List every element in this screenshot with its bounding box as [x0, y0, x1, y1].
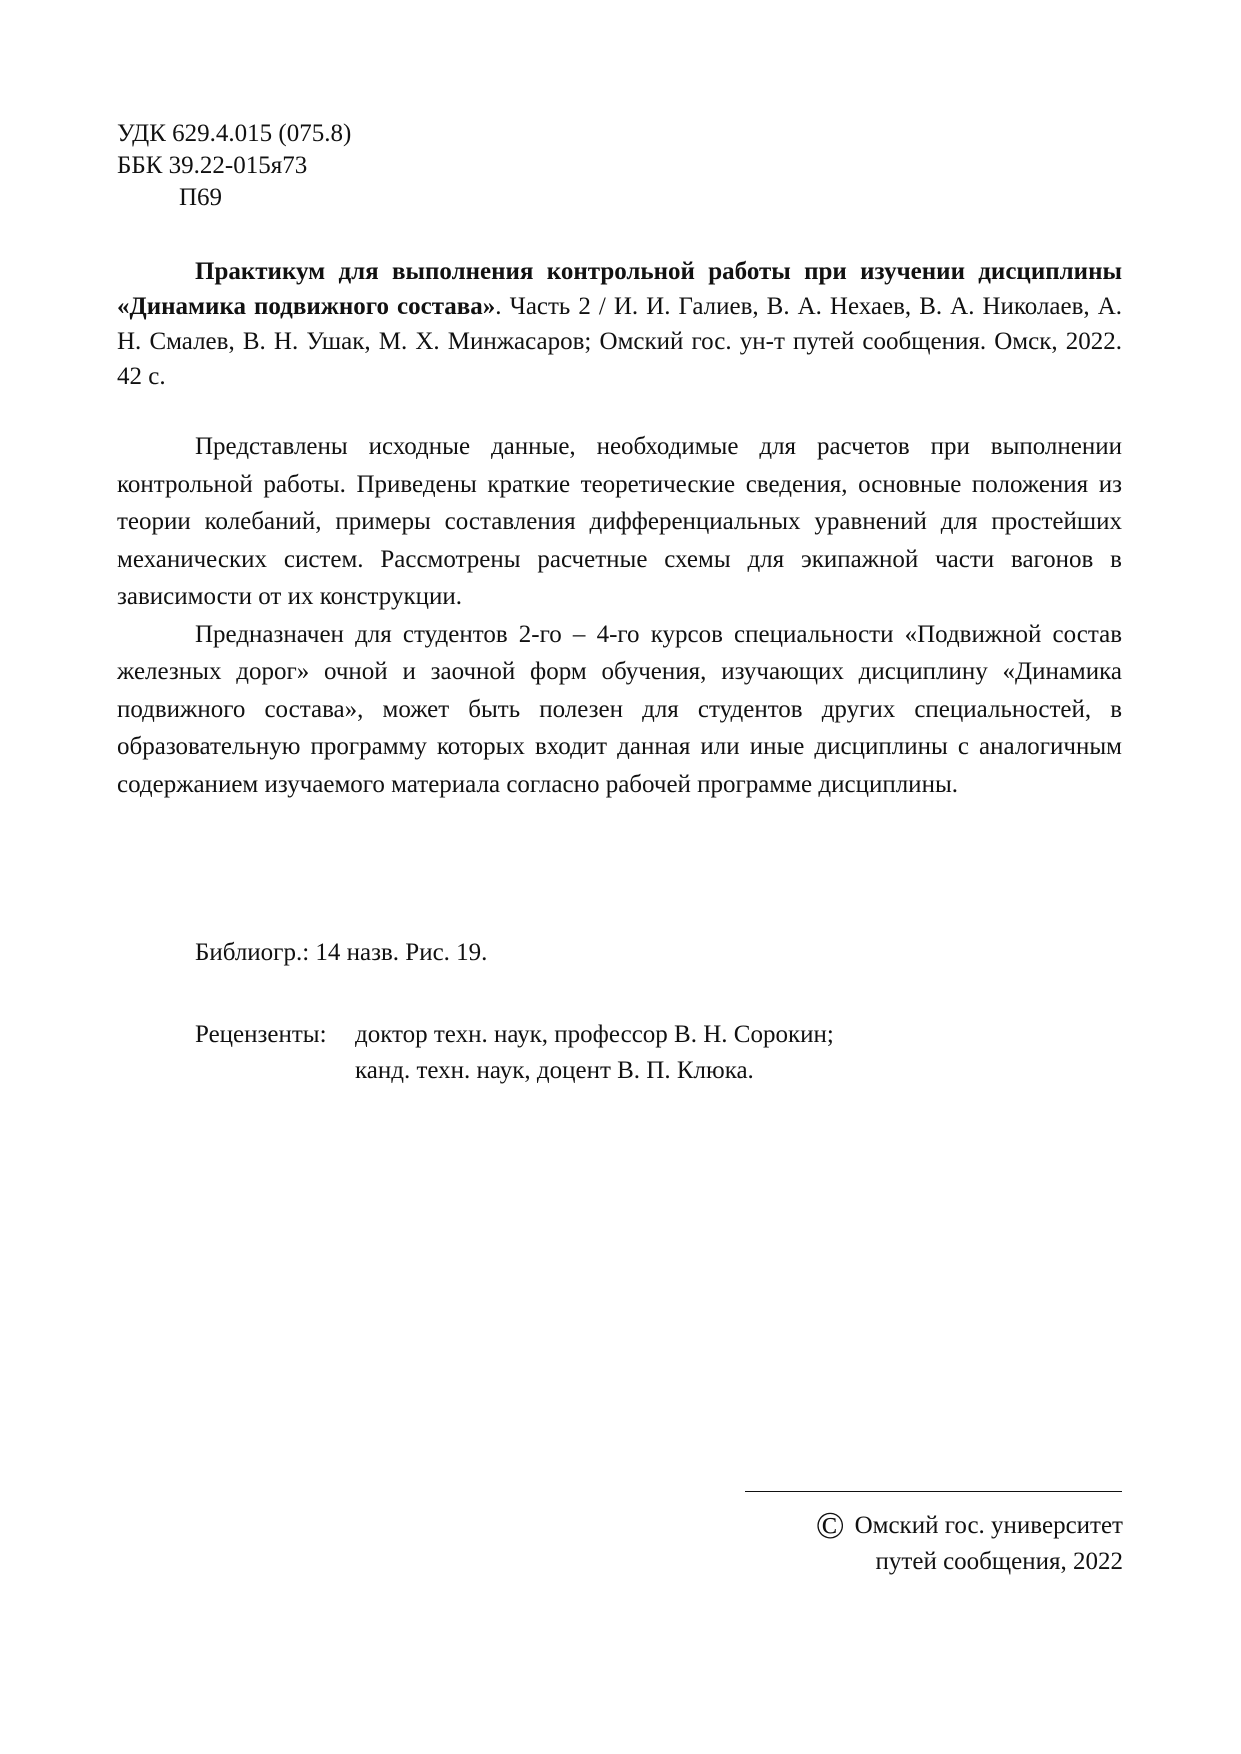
reviewers-list [355, 1017, 834, 1089]
annotation-paragraph-1: Представлены исходные данные, необходимые для расчетов при выполнении контрольной работы. Приведены краткие теоретические сведения, основные положения из теории колебаний, примеры составления дифференциальных уравнений для простейших механических систем. Рассмотрены расчетные схемы для экипажной части вагонов в зависимости от их конструкции. [117, 433, 1122, 610]
annotation [117, 428, 1122, 803]
copyright-icon: © [815, 1505, 845, 1547]
copyright-holder-line2: путей сообщения, 2022 [875, 1548, 1123, 1575]
copyright-divider [745, 1491, 1122, 1492]
udk-code: УДК 629.4.015 (075.8) [117, 120, 352, 147]
bibliographic-citation [117, 254, 1122, 394]
reviewer-item: канд. техн. наук, доцент В. П. Клюка. [355, 1057, 754, 1084]
citation-details: . Часть 2 / И. И. Галиев, В. А. Нехаев, В. А. Николаев, А. Н. Смалев, В. Н. Ушак, М. Х. Минжасаров; Омский гос. ун-т путей сообщения. Омск, 2022. 42 с. [117, 293, 1122, 390]
reviewer-item: доктор техн. наук, профессор В. Н. Сорокин; [355, 1021, 834, 1048]
annotation-paragraph-2: Предназначен для студентов 2-го – 4-го курсов специальности «Подвижной состав железных дорог» очной и заочной форм обучения, изучающих дисциплину «Динамика подвижного состава», может быть полезен для студентов других специальностей, в образовательную программу которых входит данная или иные дисциплины с аналогичным содержанием изучаемого материала согласно рабочей программе дисциплины. [117, 620, 1122, 798]
citation-title: Практикум для выполнения контрольной работы при изучении дисциплины «Динамика подвижного состава» [117, 258, 1122, 320]
copyright-holder-line1: Омский гос. университет [854, 1512, 1123, 1539]
bbk-code: ББК 39.22-015я73 [117, 152, 308, 179]
copyright-notice [815, 1505, 1123, 1580]
reviewers [195, 1017, 834, 1089]
author-mark: П69 [179, 184, 223, 211]
classification-codes [117, 118, 617, 214]
reviewers-label: Рецензенты: [195, 1021, 327, 1048]
bibliography-note: Библиогр.: 14 назв. Рис. 19. [195, 939, 488, 966]
